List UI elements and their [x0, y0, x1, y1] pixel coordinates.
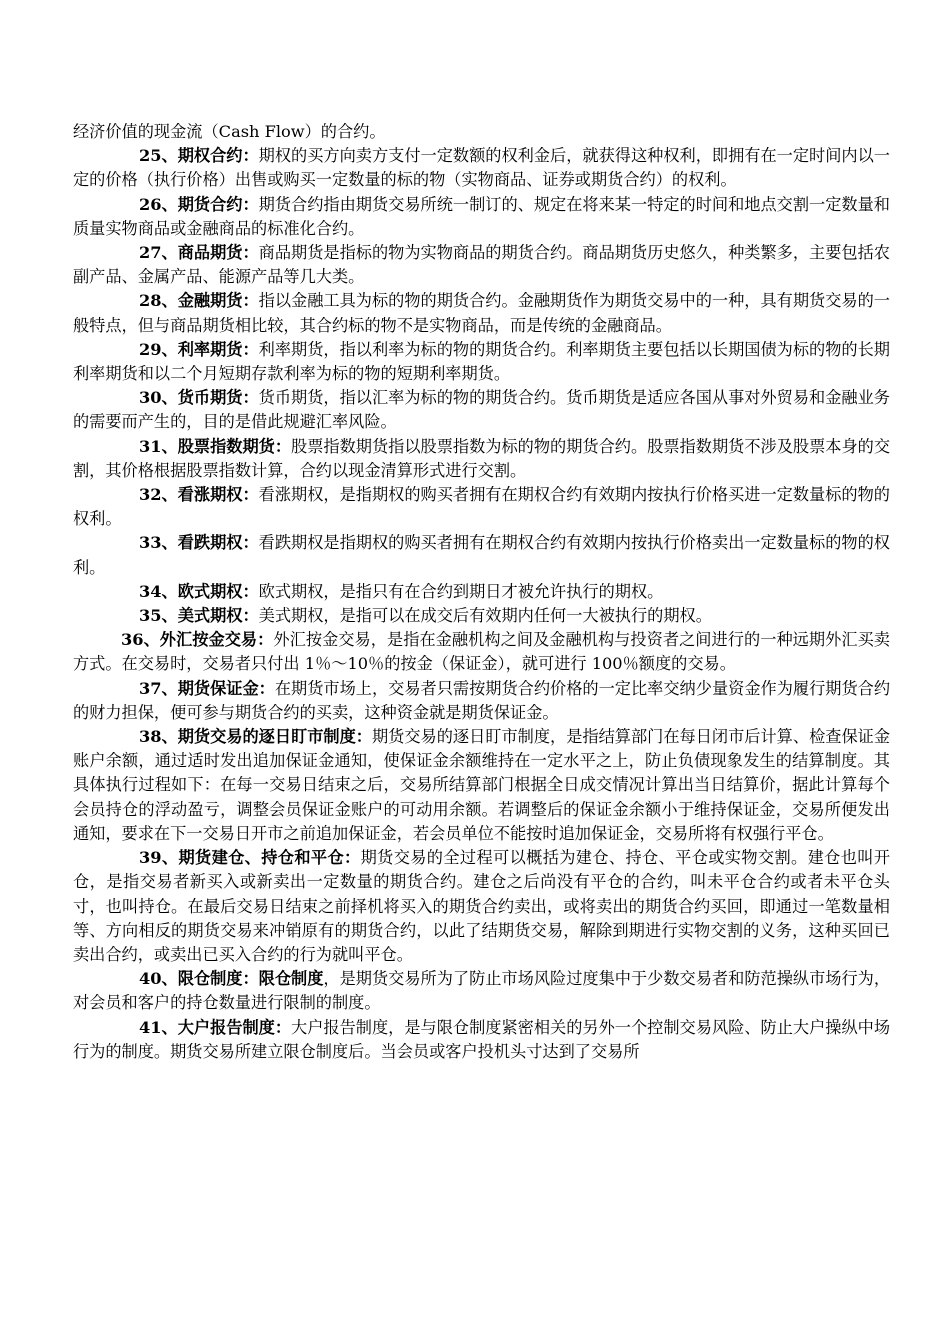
- definition-paragraph: [73, 967, 890, 1015]
- definition-paragraph: [73, 289, 890, 337]
- definition-text: 在期货市场上，交易者只需按期货合约价格的一定比率交纳少量资金作为履行期货合约的财力担保，便可参与期货合约的买卖，这种资金就是期货保证金。: [73, 678, 891, 722]
- term-heading: 29、利率期货：: [139, 339, 259, 359]
- definition-text: 欧式期权，是指只有在合约到期日才被允许执行的期权。: [258, 581, 664, 601]
- definition-text: 利率期货，指以利率为标的物的期货合约。利率期货主要包括以长期国债为标的物的长期利率期货和以二个月短期存款利率为标的物的短期利率期货。: [73, 339, 890, 384]
- term-heading: 32、看涨期权：: [139, 485, 259, 505]
- definition-text: 外汇按金交易，是指在金融机构之间及金融机构与投资者之间进行的一种远期外汇买卖方式。在交易时，交易者只付出 1％～10％的按金（保证金），就可进行 100％额度的交易。: [73, 630, 890, 674]
- term-heading: 39、期货建仓、持仓和平仓：: [139, 848, 361, 868]
- definition-text: 指以金融工具为标的物的期货合约。金融期货作为期货交易中的一种，具有期货交易的一般特点，但与商品期货相比较，其合约标的物不是实物商品，而是传统的金融商品。: [73, 291, 890, 335]
- definition-text: 期权的买方向卖方支付一定数额的权利金后，就获得这种权利，即拥有在一定时间内以一定的价格（执行价格）出售或购买一定数量的标的物（实物商品、证券或期货合约）的权利。: [73, 146, 890, 190]
- term-heading: 33、看跌期权：: [139, 533, 259, 553]
- term-heading: 36、外汇按金交易：: [121, 630, 274, 650]
- definition-paragraph: [73, 580, 890, 604]
- definition-paragraph: [73, 604, 890, 628]
- term-heading: 30、货币期货：: [139, 388, 259, 408]
- definition-text: 货币期货，指以汇率为标的物的期货合约。货币期货是适应各国从事对外贸易和金融业务的需要而产生的，目的是借此规避汇率风险。: [73, 388, 890, 432]
- term-heading: 41、大户报告制度：: [139, 1017, 292, 1037]
- definition-text: 期货交易的逐日盯市制度，是指结算部门在每日闭市后计算、检查保证金账户余额，通过适时发出追加保证金通知，使保证金余额维持在一定水平之上，防止负债现象发生的结算制度。其具体执行过程如下：在每一交易日结束之后，交易所结算部门根据全日成交情况计算出当日结算价，据此计算每个会员持仓的浮动盈亏，调整会员保证金账户的可动用余额。若调整后的保证金余额小于维持保证金，交易所便发出通知，要求在下一交易日开市之前追加保证金，若会员单位不能按时追加保证金，交易所将有权强行平仓。: [73, 727, 891, 843]
- term-heading: 37、期货保证金：: [139, 678, 275, 698]
- definition-paragraph: [73, 435, 890, 483]
- definition-paragraph: [73, 241, 890, 289]
- paragraph-continuation: [73, 120, 890, 144]
- definition-text: ，是期货交易所为了防止市场风险过度集中于少数交易者和防范操纵市场行为，对会员和客户的持仓数量进行限制的制度。: [73, 969, 891, 1013]
- definition-text: 商品期货是指标的物为实物商品的期货合约。商品期货历史悠久，种类繁多，主要包括农副产品、金属产品、能源产品等几大类。: [73, 243, 890, 287]
- term-heading: 25、期权合约：: [139, 146, 259, 166]
- term-heading: 31、股票指数期货：: [139, 436, 292, 456]
- definition-paragraph: [73, 628, 890, 676]
- definition-paragraph: [73, 193, 890, 241]
- definition-paragraph: [73, 1016, 890, 1064]
- definition-paragraph: [73, 483, 890, 531]
- definition-paragraph: [73, 677, 890, 725]
- term-heading: 28、金融期货：: [139, 291, 259, 311]
- definition-text: 大户报告制度，是与限仓制度紧密相关的另外一个控制交易风险、防止大户操纵中场行为的制度。期货交易所建立限仓制度后。当会员或客户投机头寸达到了交易所: [73, 1017, 891, 1061]
- term-heading: 40、限仓制度：限仓制度: [139, 969, 324, 989]
- definition-paragraph: [73, 338, 890, 386]
- term-heading: 34、欧式期权：: [139, 581, 259, 601]
- term-heading: 38、期货交易的逐日盯市制度：: [139, 727, 372, 747]
- term-heading: 35、美式期权：: [139, 606, 259, 626]
- definition-text: 期货交易的全过程可以概括为建仓、持仓、平仓或实物交割。建仓也叫开仓，是指交易者新买入或新卖出一定数量的期货合约。建仓之后尚没有平仓的合约，叫未平仓合约或者未平仓头寸，也叫持仓。在最后交易日结束之前择机将买入的期货合约卖出，或将卖出的期货合约买回，即通过一笔数量相等、方向相反的期货交易来冲销原有的期货合约，以此了结期货交易，解除到期进行实物交割的义务，这种买回已卖出合约，或卖出已买入合约的行为就叫平仓。: [73, 848, 891, 964]
- term-heading: 26、期货合约：: [139, 194, 259, 214]
- definition-paragraph: [73, 846, 890, 967]
- definition-text: 美式期权，是指可以在成交后有效期内任何一大被执行的期权。: [258, 606, 712, 626]
- term-heading: 27、商品期货：: [139, 243, 259, 263]
- definition-text: 看跌期权是指期权的购买者拥有在期权合约有效期内按执行价格卖出一定数量标的物的权利。: [73, 533, 890, 577]
- definition-text: 看涨期权，是指期权的购买者拥有在期权合约有效期内按执行价格买进一定数量标的物的权利。: [73, 485, 890, 529]
- definition-paragraph: [73, 531, 890, 579]
- definition-text: 经济价值的现金流（Cash Flow）的合约。: [73, 122, 386, 141]
- definition-paragraph: [73, 725, 890, 846]
- definition-paragraph: [73, 144, 890, 192]
- definition-text: 期货合约指由期货交易所统一制订的、规定在将来某一特定的时间和地点交割一定数量和质量实物商品或金融商品的标准化合约。: [73, 194, 890, 238]
- definition-paragraph: [73, 386, 890, 434]
- definition-text: 股票指数期货指以股票指数为标的物的期货合约。股票指数期货不涉及股票本身的交割，其价格根据股票指数计算，合约以现金清算形式进行交割。: [73, 436, 891, 480]
